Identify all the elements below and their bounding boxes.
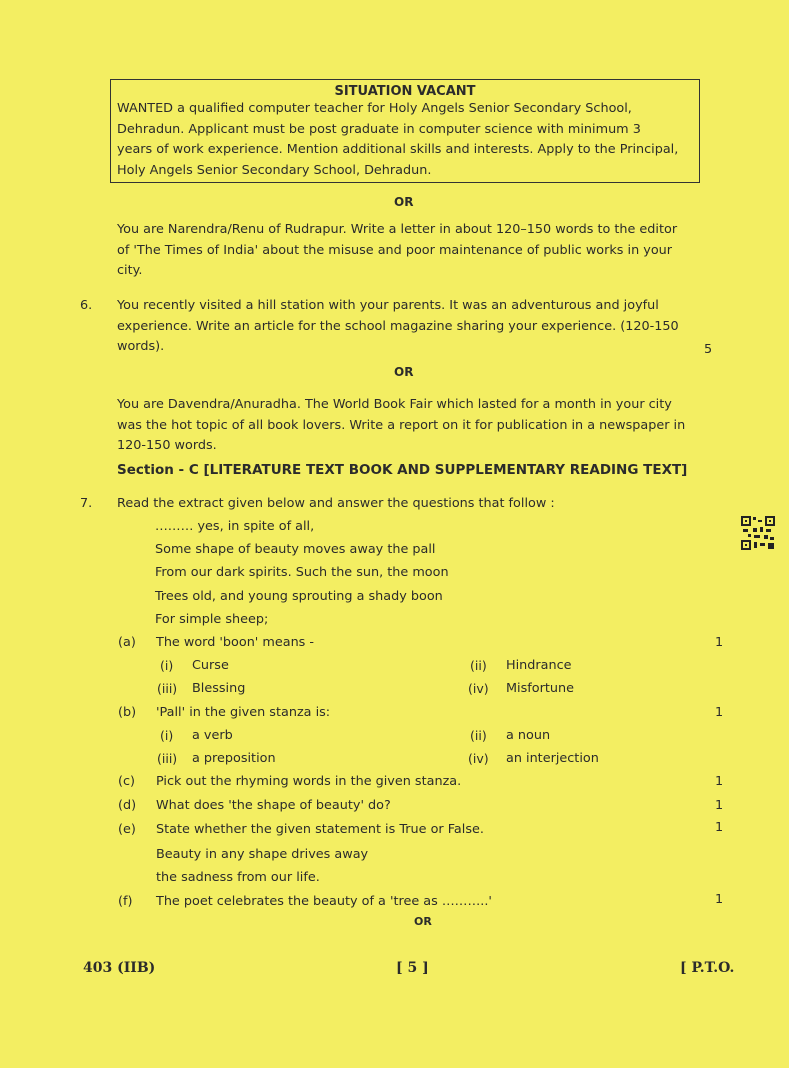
option-text: a preposition [192,751,276,766]
poem-line: For simple sheep; [155,612,269,627]
paper-code: 403 (IIB) [83,960,156,976]
question-line: experience. Write an article for the school magazine sharing your experience. (120-150 [117,318,679,334]
question-line: words). [117,339,165,354]
option-number: (iii) [157,681,178,696]
option-text: Blessing [192,681,246,696]
sub-question-text: The word 'boon' means - [156,635,315,650]
marks: 1 [715,798,724,813]
section-c-heading: Section - C [LITERATURE TEXT BOOK AND SUPPLEMENTARY READING TEXT] [117,462,688,478]
situation-line: years of work experience. Mention additional skills and interests. Apply to the Principal, [117,142,679,157]
or-divider: OR [394,195,414,209]
poem-line: Some shape of beauty moves away the pall [155,542,436,557]
sub-question-text: Pick out the rhyming words in the given stanza. [156,774,462,789]
situation-vacant-text [117,99,693,181]
q6-question [117,296,732,358]
option-number: (i) [160,728,174,743]
option-text: Misfortune [506,681,574,696]
option-text: a verb [192,728,233,743]
question-number: 7. [80,496,93,511]
situation-line: Holy Angels Senior Secondary School, Dehradun. [117,162,432,178]
option-number: (iii) [157,751,178,766]
statement-line: the sadness from our life. [156,870,320,885]
option-number: (ii) [470,728,487,743]
question-number: 6. [80,298,93,313]
marks: 1 [715,892,724,907]
marks: 1 [715,635,724,650]
marks: 1 [715,705,724,720]
question-line: 120-150 words. [117,438,217,453]
or-divider: OR [394,365,414,379]
question-line: You are Narendra/Renu of Rudrapur. Write a letter in about 120–150 words to the editor [117,222,678,237]
qr-code-icon [740,515,776,551]
sub-question-label: (d) [118,798,137,813]
poem-line: ……… yes, in spite of all, [155,519,315,534]
q6-alt-question [117,395,732,457]
option-number: (iv) [468,751,489,766]
or-divider: OR [414,915,432,928]
option-number: (i) [160,658,174,673]
situation-line: Dehradun. Applicant must be post graduate in computer science with minimum 3 [117,121,641,137]
marks: 1 [715,774,724,789]
option-text: Curse [192,658,229,673]
situation-vacant-title: SITUATION VACANT [334,84,476,99]
sub-question-label: (c) [118,774,136,789]
situation-line: WANTED a qualified computer teacher for Holy Angels Senior Secondary School, [117,101,632,116]
sub-question-label: (f) [118,894,133,909]
sub-question-text: State whether the given statement is True or False. [156,822,484,837]
option-text: a noun [506,728,551,743]
option-text: Hindrance [506,658,572,673]
pto-label: [ P.T.O. [680,960,735,976]
sub-question-label: (b) [118,705,137,720]
option-text: an interjection [506,751,599,766]
option-number: (ii) [470,658,487,673]
poem-line: From our dark spirits. Such the sun, the moon [155,565,449,580]
poem-line: Trees old, and young sprouting a shady boon [155,589,443,604]
sub-question-label: (a) [118,635,136,650]
question-line: of 'The Times of India' about the misuse and poor maintenance of public works in your [117,242,673,258]
situation-vacant-box [110,79,700,183]
question-line: city. [117,263,143,278]
marks: 1 [715,820,724,835]
sub-question-text: What does 'the shape of beauty' do? [156,798,391,813]
sub-question-text: The poet celebrates the beauty of a 'tree as ………..' [156,894,492,909]
question-line: You are Davendra/Anuradha. The World Book Fair which lasted for a month in your city [117,397,672,412]
option-number: (iv) [468,681,489,696]
sub-question-label: (e) [118,822,136,837]
page-number: [ 5 ] [396,960,429,976]
marks: 5 [704,342,713,357]
statement-line: Beauty in any shape drives away [156,847,369,862]
question-line: was the hot topic of all book lovers. Write a report on it for publication in a newspaper in [117,417,686,433]
question-line: You recently visited a hill station with your parents. It was an adventurous and joyful [117,298,659,313]
sub-question-text: 'Pall' in the given stanza is: [156,705,331,720]
letter-question [117,220,732,282]
q7-intro: Read the extract given below and answer the questions that follow : [117,496,555,511]
